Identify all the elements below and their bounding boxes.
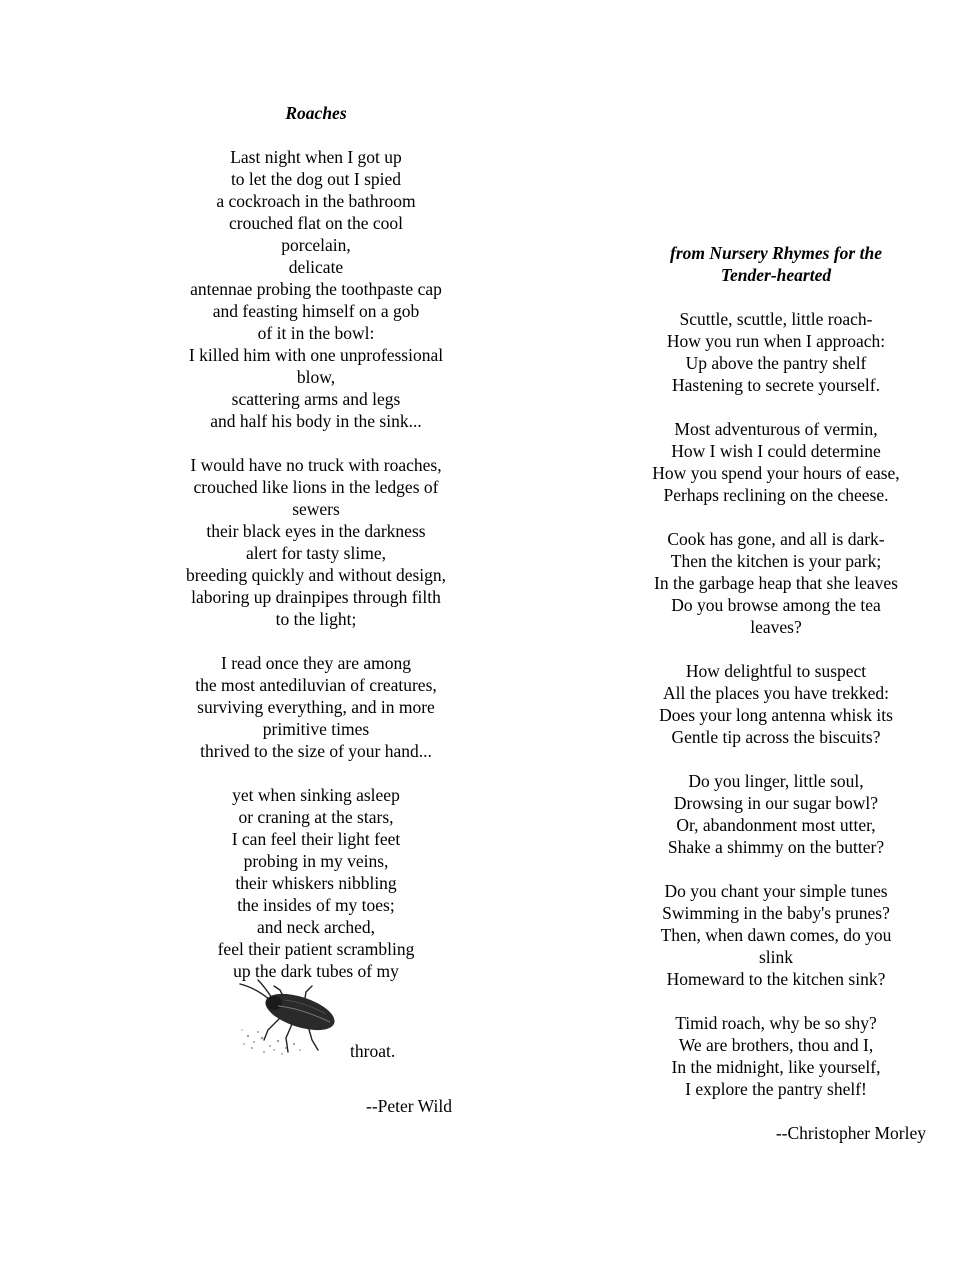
- poem-line: Swimming in the baby's prunes?: [662, 903, 890, 923]
- poem-line: their whiskers nibbling: [235, 873, 397, 893]
- poem-line: In the midnight, like yourself,: [671, 1057, 881, 1077]
- poem-line: leaves?: [750, 617, 802, 637]
- poem-line: crouched like lions in the ledges of: [193, 477, 439, 497]
- poem-line: up the dark tubes of my: [233, 961, 399, 981]
- poem-line: and feasting himself on a gob: [212, 301, 420, 321]
- poem-roaches: [160, 102, 472, 1062]
- poem-line: breeding quickly and without design,: [185, 565, 447, 585]
- stanza: [630, 308, 922, 396]
- poem-line: or craning at the stars,: [238, 807, 394, 827]
- poem-line: I read once they are among: [221, 653, 411, 673]
- poem-line: sewers: [292, 499, 340, 519]
- poem-line: scattering arms and legs: [231, 389, 401, 409]
- author-peter-wild: --Peter Wild: [366, 1096, 452, 1116]
- poem-line: Most adventurous of vermin,: [674, 419, 878, 439]
- poem-line: Timid roach, why be so shy?: [675, 1013, 877, 1033]
- poem-line: We are brothers, thou and I,: [678, 1035, 874, 1055]
- poem-line: and half his body in the sink...: [210, 411, 422, 431]
- poem-line: of it in the bowl:: [257, 323, 375, 343]
- poem-line: their black eyes in the darkness: [206, 521, 426, 541]
- poem-line: the most antediluvian of creatures,: [195, 675, 437, 695]
- poem-line: Hastening to secrete yourself.: [672, 375, 880, 395]
- poem-body: [630, 308, 922, 1100]
- stanza: [630, 660, 922, 748]
- poem-line: All the places you have trekked:: [663, 683, 889, 703]
- poem-line: Drowsing in our sugar bowl?: [673, 793, 879, 813]
- poem-line: to the light;: [275, 609, 357, 629]
- poem-line: laboring up drainpipes through filth: [191, 587, 441, 607]
- poem-line: I killed him with one unprofessional: [188, 345, 444, 365]
- stanza: [630, 528, 922, 638]
- poem-line: How you spend your hours of ease,: [652, 463, 900, 483]
- poem-body: [160, 146, 472, 982]
- stanza: [630, 418, 922, 506]
- poem-line: to let the dog out I spied: [230, 169, 402, 189]
- poem-line: surviving everything, and in more: [197, 697, 435, 717]
- poem-line: Scuttle, scuttle, little roach-: [679, 309, 873, 329]
- title-line: from Nursery Rhymes for the: [670, 243, 882, 263]
- poem-line: a cockroach in the bathroom: [216, 191, 416, 211]
- poem-title: [630, 242, 922, 286]
- illustration-row: [160, 978, 472, 1062]
- poem-line: Shake a shimmy on the butter?: [667, 837, 885, 857]
- poem-line: antennae probing the toothpaste cap: [190, 279, 442, 299]
- poem-line: Perhaps reclining on the cheese.: [663, 485, 889, 505]
- stanza: [160, 784, 472, 982]
- stanza: [630, 1012, 922, 1100]
- cockroach-illustration-icon: [234, 978, 346, 1060]
- poem-line: porcelain,: [281, 235, 351, 255]
- poem-line: I explore the pantry shelf!: [685, 1079, 867, 1099]
- poem-line: Cook has gone, and all is dark-: [667, 529, 885, 549]
- stanza: [630, 880, 922, 990]
- poem-line: blow,: [296, 367, 336, 387]
- poem-line: How I wish I could determine: [671, 441, 881, 461]
- author-christopher-morley: --Christopher Morley: [775, 1123, 926, 1143]
- poem-line: delicate: [288, 257, 344, 277]
- poem-line: I can feel their light feet: [231, 829, 401, 849]
- poem-line: primitive times: [262, 719, 370, 739]
- poem-nursery-rhymes: [630, 242, 926, 1144]
- poem-line: crouched flat on the cool: [229, 213, 403, 233]
- poem-line: Gentle tip across the biscuits?: [671, 727, 881, 747]
- stanza: [630, 770, 922, 858]
- stanza: [160, 652, 472, 762]
- poem-line: I would have no truck with roaches,: [190, 455, 442, 475]
- poem-line: alert for tasty slime,: [246, 543, 386, 563]
- title-line: Tender-hearted: [720, 265, 832, 285]
- poem-title: Roaches: [285, 103, 347, 123]
- poem-line: How you run when I approach:: [666, 331, 886, 351]
- poem-line: Then the kitchen is your park;: [670, 551, 882, 571]
- poem-line: Do you linger, little soul,: [688, 771, 864, 791]
- poem-line: yet when sinking asleep: [232, 785, 400, 805]
- poem-line: thrived to the size of your hand...: [200, 741, 432, 761]
- poem-line: the insides of my toes;: [237, 895, 395, 915]
- poem-line: Or, abandonment most utter,: [676, 815, 876, 835]
- poem-line: feel their patient scrambling: [217, 939, 415, 959]
- stanza: [160, 146, 472, 432]
- poem-line: Up above the pantry shelf: [685, 353, 867, 373]
- poem-line: Do you chant your simple tunes: [664, 881, 888, 901]
- poem-line: Homeward to the kitchen sink?: [666, 969, 886, 989]
- poem-line: How delightful to suspect: [685, 661, 867, 681]
- poem-line: Last night when I got up: [230, 147, 402, 167]
- stanza: [160, 454, 472, 630]
- poem-line: slink: [758, 947, 794, 967]
- poem-line: Then, when dawn comes, do you: [660, 925, 892, 945]
- final-word: throat.: [350, 1041, 396, 1061]
- poem-line: Do you browse among the tea: [671, 595, 881, 615]
- poem-line: probing in my veins,: [243, 851, 389, 871]
- poem-line: and neck arched,: [256, 917, 376, 937]
- poem-line: Does your long antenna whisk its: [659, 705, 893, 725]
- poem-line: In the garbage heap that she leaves: [654, 573, 898, 593]
